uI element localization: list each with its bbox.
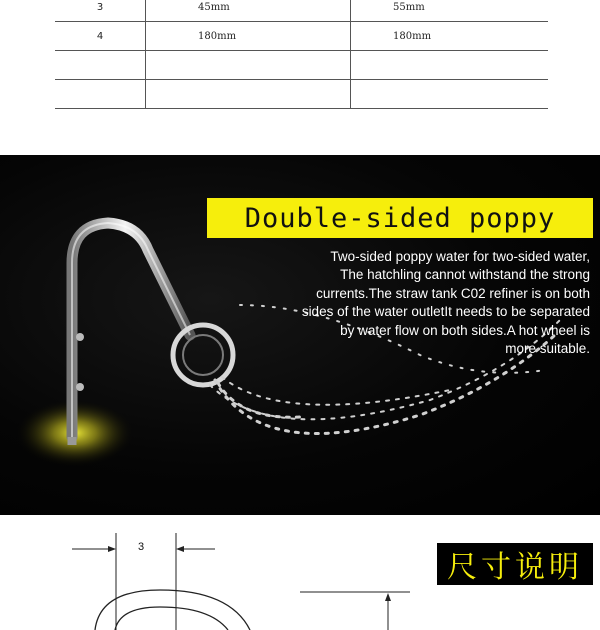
description-line: sides of the water outletIt needs to be separated bbox=[301, 304, 590, 320]
headline-banner bbox=[207, 198, 593, 238]
row-number-cell: 4 bbox=[55, 22, 146, 51]
description-line: more suitable. bbox=[505, 341, 590, 357]
product-description bbox=[230, 248, 590, 358]
dimension-section bbox=[0, 515, 600, 630]
table-row bbox=[55, 80, 548, 109]
spec-table-body bbox=[55, 0, 548, 109]
pipe-outline-outer bbox=[95, 590, 250, 630]
row-number-cell: 3 bbox=[55, 0, 146, 22]
dimension-label: 3 bbox=[138, 541, 145, 553]
spec-table-section bbox=[0, 0, 600, 155]
size-cell: 55mm bbox=[351, 0, 548, 22]
description-line: The hatchling cannot withstand the strong bbox=[340, 267, 590, 283]
size-cell bbox=[351, 80, 548, 109]
table-row bbox=[55, 0, 548, 22]
product-banner bbox=[0, 155, 600, 515]
headline-text: Double-sided poppy bbox=[244, 202, 556, 234]
spec-table bbox=[55, 0, 548, 109]
size-cell: 180mm bbox=[351, 22, 548, 51]
dimension-title: 尺寸说明 bbox=[447, 550, 583, 585]
size-cell bbox=[146, 80, 351, 109]
size-cell: 180mm bbox=[146, 22, 351, 51]
table-row bbox=[55, 22, 548, 51]
description-line: by water flow on both sides.A hot wheel is bbox=[340, 322, 590, 338]
pipe-nub-1 bbox=[76, 333, 84, 341]
size-cell bbox=[146, 51, 351, 80]
pipe-outline-inner bbox=[115, 607, 228, 630]
size-cell bbox=[351, 51, 548, 80]
glass-ring-inner bbox=[183, 335, 223, 375]
row-number-cell bbox=[55, 80, 146, 109]
size-cell: 45mm bbox=[146, 0, 351, 22]
dimension-title-box bbox=[437, 543, 593, 585]
table-row bbox=[55, 51, 548, 80]
description-line: currents.The straw tank C02 refiner is on both bbox=[316, 285, 590, 301]
pipe-nub-2 bbox=[76, 383, 84, 391]
row-number-cell bbox=[55, 51, 146, 80]
description-line: Two-sided poppy water for two-sided water, bbox=[330, 249, 590, 264]
